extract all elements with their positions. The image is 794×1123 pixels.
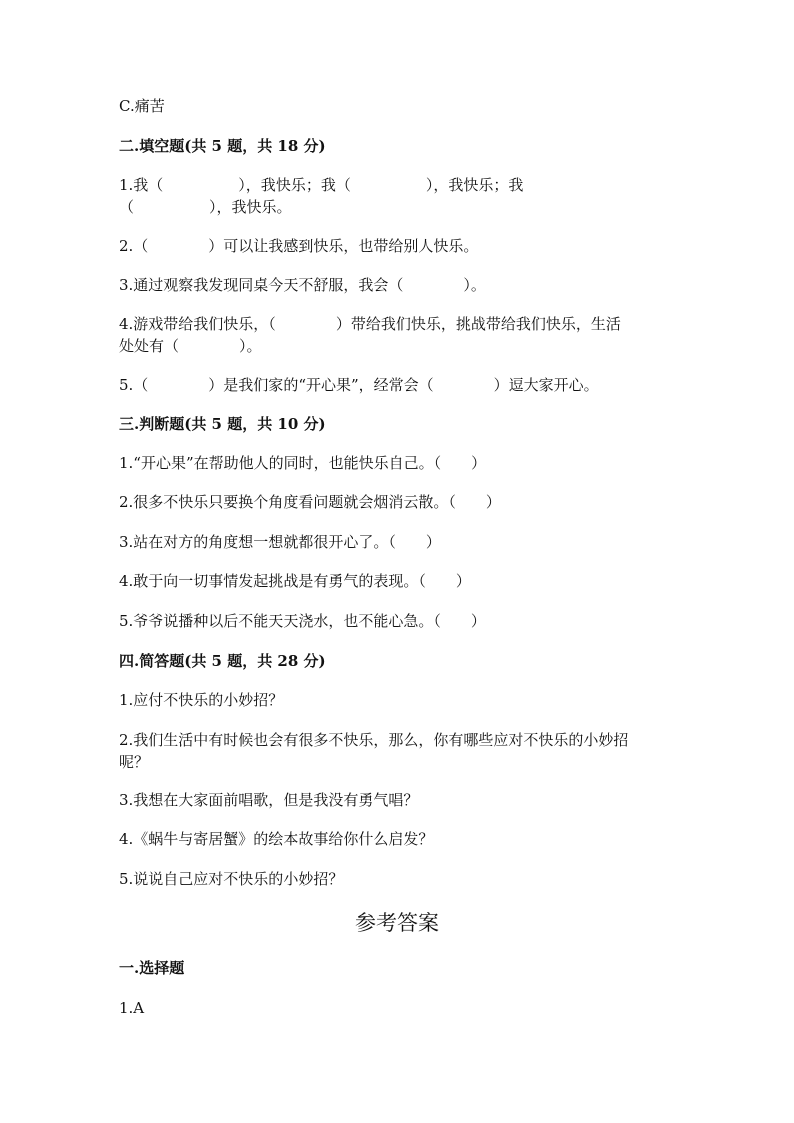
section-fill-in-heading: 二.填空题(共 5 题，共 18 分) (119, 137, 326, 155)
section-true-false-heading: 三.判断题(共 5 题，共 10 分) (119, 415, 326, 433)
fill-question-4-line-2: 处处有（ ）。 (119, 337, 262, 355)
section-short-answer-heading: 四.简答题(共 5 题，共 28 分) (119, 652, 326, 670)
answer-section-choice-heading: 一.选择题 (119, 959, 185, 977)
fill-question-1-line-1: 1.我（ ），我快乐；我（ ），我快乐；我 (119, 176, 524, 194)
fill-question-1-line-2: （ ），我快乐。 (119, 198, 292, 216)
fill-question-2: 2.（ ）可以让我感到快乐，也带给别人快乐。 (119, 237, 479, 255)
judge-question-5: 5.爷爷说播种以后不能天天浇水，也不能心急。（ ） (119, 612, 486, 630)
judge-question-1: 1.“开心果”在帮助他人的同时，也能快乐自己。（ ） (119, 454, 487, 472)
answer-key-title: 参考答案 (355, 911, 439, 935)
fill-question-3: 3.通过观察我发现同桌今天不舒服，我会（ ）。 (119, 276, 486, 294)
judge-question-3: 3.站在对方的角度想一想就都很开心了。（ ） (119, 533, 441, 551)
judge-question-4: 4.敢于向一切事情发起挑战是有勇气的表现。（ ） (119, 572, 471, 590)
short-question-1: 1.应付不快乐的小妙招？ (119, 691, 284, 709)
judge-question-2: 2.很多不快乐只要换个角度看问题就会烟消云散。（ ） (119, 493, 501, 511)
fill-question-5: 5.（ ）是我们家的“开心果”，经常会（ ）逗大家开心。 (119, 376, 599, 394)
answer-1: 1.A (119, 999, 145, 1017)
short-question-2-line-1: 2.我们生活中有时候也会有很多不快乐，那么，你有哪些应对不快乐的小妙招 (119, 731, 629, 749)
fill-question-4-line-1: 4.游戏带给我们快乐，（ ）带给我们快乐，挑战带给我们快乐，生活 (119, 315, 621, 333)
short-question-5: 5.说说自己应对不快乐的小妙招？ (119, 870, 344, 888)
short-question-3: 3.我想在大家面前唱歌，但是我没有勇气唱？ (119, 791, 419, 809)
short-question-4: 4.《蜗牛与寄居蟹》的绘本故事给你什么启发？ (119, 830, 434, 848)
choice-option-c: C.痛苦 (119, 97, 165, 115)
short-question-2-line-2: 呢？ (119, 753, 150, 771)
